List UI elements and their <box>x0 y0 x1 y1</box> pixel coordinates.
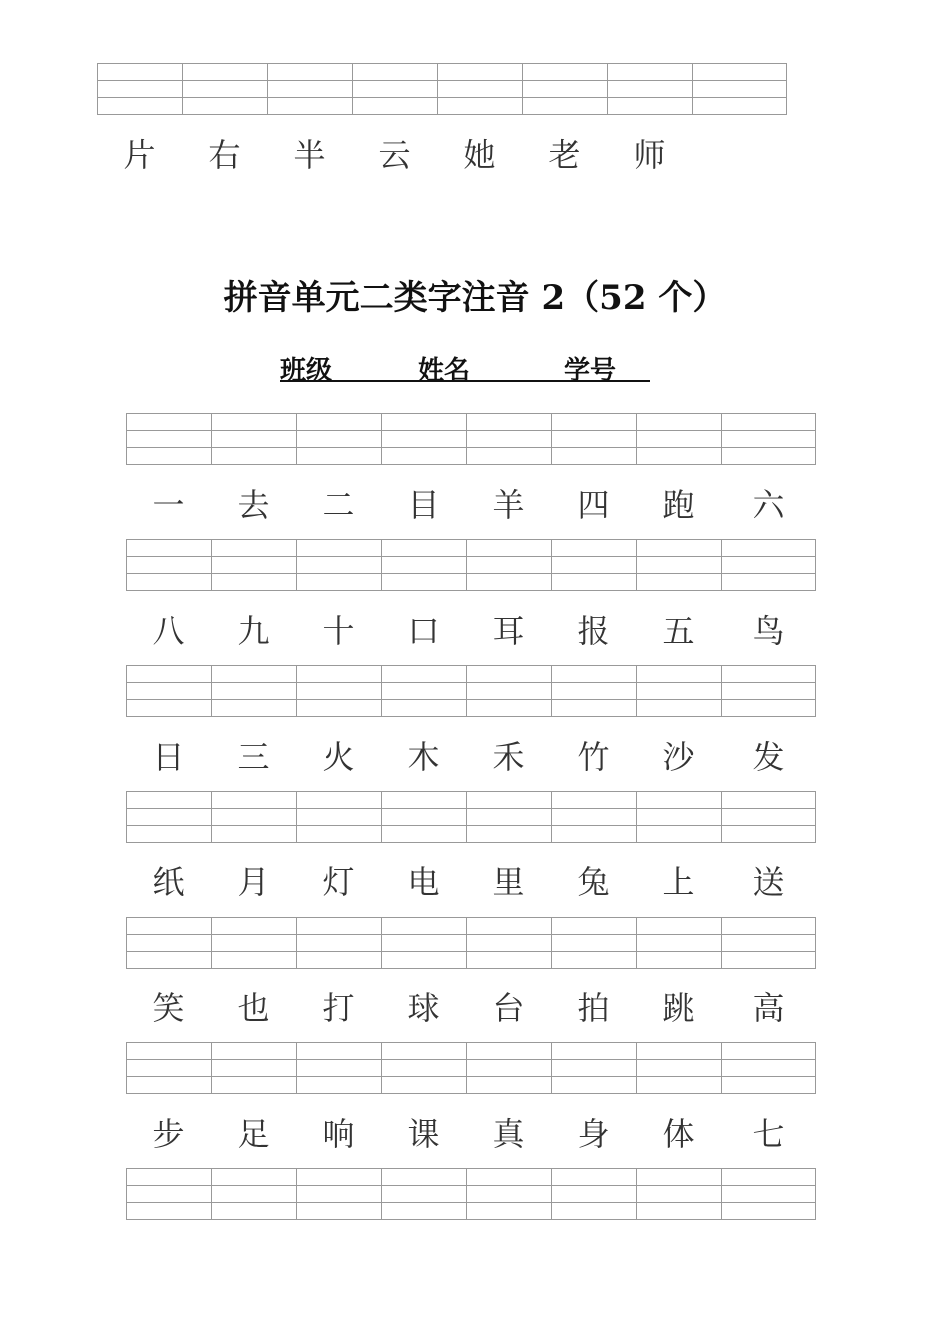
hanzi-char: 五 <box>662 612 695 650</box>
pinyin-cell[interactable] <box>297 1043 382 1093</box>
pinyin-cell[interactable] <box>637 666 722 716</box>
pinyin-cell[interactable] <box>552 666 637 716</box>
hanzi-char: 灯 <box>322 863 355 901</box>
char-row <box>126 1114 816 1154</box>
hanzi-char: 羊 <box>492 486 525 524</box>
pinyin-cell[interactable] <box>467 1169 552 1219</box>
hanzi-char: 老 <box>548 136 581 174</box>
hanzi-char: 拍 <box>577 989 610 1027</box>
hanzi-char: 二 <box>322 486 355 524</box>
hanzi-char: 八 <box>152 612 185 650</box>
hanzi-char: 台 <box>492 989 525 1027</box>
pinyin-cell[interactable] <box>268 64 353 114</box>
hanzi-char: 响 <box>322 1115 355 1153</box>
pinyin-cell[interactable] <box>212 414 297 464</box>
char-row <box>126 485 816 525</box>
char-row <box>126 862 816 902</box>
pinyin-cell[interactable] <box>98 64 183 114</box>
pinyin-cell[interactable] <box>552 1169 637 1219</box>
pinyin-cell[interactable] <box>467 414 552 464</box>
hanzi-char: 日 <box>152 738 185 776</box>
pinyin-cell[interactable] <box>722 666 815 716</box>
pinyin-cell[interactable] <box>722 1043 815 1093</box>
pinyin-cell[interactable] <box>552 918 637 968</box>
pinyin-cell[interactable] <box>637 792 722 842</box>
pinyin-cell[interactable] <box>438 64 523 114</box>
pinyin-cell[interactable] <box>382 540 467 590</box>
pinyin-cell[interactable] <box>183 64 268 114</box>
hanzi-char: 跑 <box>662 486 695 524</box>
pinyin-cell[interactable] <box>467 1043 552 1093</box>
pinyin-cell[interactable] <box>552 414 637 464</box>
hanzi-char: 球 <box>407 989 440 1027</box>
pinyin-cell[interactable] <box>127 792 212 842</box>
pinyin-grid <box>126 1042 816 1094</box>
pinyin-cell[interactable] <box>637 918 722 968</box>
hanzi-char: 十 <box>322 612 355 650</box>
pinyin-cell[interactable] <box>212 792 297 842</box>
hanzi-char: 电 <box>407 863 440 901</box>
pinyin-cell[interactable] <box>297 918 382 968</box>
hanzi-char: 报 <box>577 612 610 650</box>
hanzi-char: 月 <box>237 863 270 901</box>
name-label: 姓名 <box>418 356 471 386</box>
hanzi-char: 半 <box>293 136 326 174</box>
pinyin-cell[interactable] <box>382 792 467 842</box>
pinyin-cell[interactable] <box>608 64 693 114</box>
hanzi-char: 三 <box>237 738 270 776</box>
hanzi-char: 纸 <box>152 863 185 901</box>
hanzi-char: 右 <box>208 136 241 174</box>
pinyin-cell[interactable] <box>353 64 438 114</box>
hanzi-char: 片 <box>123 136 156 174</box>
char-row <box>126 988 816 1028</box>
pinyin-cell[interactable] <box>127 1043 212 1093</box>
hanzi-char: 真 <box>492 1115 525 1153</box>
pinyin-grid <box>126 917 816 969</box>
pinyin-grid <box>126 791 816 843</box>
pinyin-cell[interactable] <box>693 64 786 114</box>
hanzi-char: 身 <box>577 1115 610 1153</box>
pinyin-cell[interactable] <box>212 540 297 590</box>
pinyin-cell[interactable] <box>297 540 382 590</box>
top-char-row <box>97 135 797 175</box>
hanzi-char: 沙 <box>662 738 695 776</box>
hanzi-char: 禾 <box>492 738 525 776</box>
pinyin-cell[interactable] <box>722 1169 815 1219</box>
hanzi-char: 六 <box>752 486 785 524</box>
pinyin-cell[interactable] <box>127 414 212 464</box>
pinyin-cell[interactable] <box>127 666 212 716</box>
pinyin-grid <box>126 539 816 591</box>
hanzi-char: 木 <box>407 738 440 776</box>
hanzi-char: 也 <box>237 989 270 1027</box>
pinyin-cell[interactable] <box>127 540 212 590</box>
char-row <box>126 737 816 777</box>
hanzi-char: 步 <box>152 1115 185 1153</box>
hanzi-char: 竹 <box>577 738 610 776</box>
hanzi-char: 目 <box>407 486 440 524</box>
pinyin-grid <box>126 1168 816 1220</box>
hanzi-char: 里 <box>492 863 525 901</box>
pinyin-cell[interactable] <box>382 414 467 464</box>
pinyin-cell[interactable] <box>297 1169 382 1219</box>
hanzi-char: 跳 <box>662 989 695 1027</box>
page-title: 拼音单元二类字注音 2（52 个） <box>223 278 727 318</box>
pinyin-cell[interactable] <box>297 666 382 716</box>
pinyin-cell[interactable] <box>212 918 297 968</box>
hanzi-char: 九 <box>237 612 270 650</box>
pinyin-cell[interactable] <box>467 540 552 590</box>
pinyin-cell[interactable] <box>467 666 552 716</box>
hanzi-char: 师 <box>633 136 666 174</box>
hanzi-char: 上 <box>662 863 695 901</box>
pinyin-cell[interactable] <box>722 918 815 968</box>
char-row <box>126 611 816 651</box>
hanzi-char: 足 <box>237 1115 270 1153</box>
pinyin-cell[interactable] <box>552 792 637 842</box>
student-id-label: 学号 <box>564 356 617 386</box>
pinyin-cell[interactable] <box>212 666 297 716</box>
pinyin-cell[interactable] <box>467 792 552 842</box>
hanzi-char: 去 <box>237 486 270 524</box>
pinyin-cell[interactable] <box>127 1169 212 1219</box>
pinyin-cell[interactable] <box>722 792 815 842</box>
hanzi-char: 体 <box>662 1115 695 1153</box>
pinyin-cell[interactable] <box>127 918 212 968</box>
hanzi-char: 一 <box>152 486 185 524</box>
pinyin-grid <box>126 665 816 717</box>
pinyin-cell[interactable] <box>382 1043 467 1093</box>
student-info-line <box>280 350 650 386</box>
hanzi-char: 口 <box>407 612 440 650</box>
pinyin-grid-top <box>97 63 787 115</box>
hanzi-char: 打 <box>322 989 355 1027</box>
hanzi-char: 发 <box>752 738 785 776</box>
pinyin-cell[interactable] <box>523 64 608 114</box>
pinyin-cell[interactable] <box>382 1169 467 1219</box>
pinyin-cell[interactable] <box>297 792 382 842</box>
hanzi-char: 七 <box>752 1115 785 1153</box>
pinyin-cell[interactable] <box>382 666 467 716</box>
pinyin-cell[interactable] <box>297 414 382 464</box>
hanzi-char: 高 <box>752 989 785 1027</box>
hanzi-char: 鸟 <box>752 612 785 650</box>
hanzi-char: 笑 <box>152 989 185 1027</box>
pinyin-cell[interactable] <box>212 1043 297 1093</box>
pinyin-cell[interactable] <box>637 540 722 590</box>
pinyin-cell[interactable] <box>212 1169 297 1219</box>
pinyin-cell[interactable] <box>382 918 467 968</box>
hanzi-char: 四 <box>577 486 610 524</box>
pinyin-cell[interactable] <box>552 540 637 590</box>
class-label: 班级 <box>280 356 333 386</box>
pinyin-cell[interactable] <box>637 1169 722 1219</box>
pinyin-cell[interactable] <box>722 540 815 590</box>
pinyin-cell[interactable] <box>467 918 552 968</box>
hanzi-char: 耳 <box>492 612 525 650</box>
pinyin-cell[interactable] <box>722 414 815 464</box>
hanzi-char: 送 <box>752 863 785 901</box>
pinyin-grid <box>126 413 816 465</box>
hanzi-char: 兔 <box>577 863 610 901</box>
hanzi-char: 她 <box>463 136 496 174</box>
pinyin-cell[interactable] <box>552 1043 637 1093</box>
hanzi-char: 火 <box>322 738 355 776</box>
pinyin-cell[interactable] <box>637 1043 722 1093</box>
pinyin-cell[interactable] <box>637 414 722 464</box>
hanzi-char: 云 <box>378 136 411 174</box>
hanzi-char: 课 <box>407 1115 440 1153</box>
